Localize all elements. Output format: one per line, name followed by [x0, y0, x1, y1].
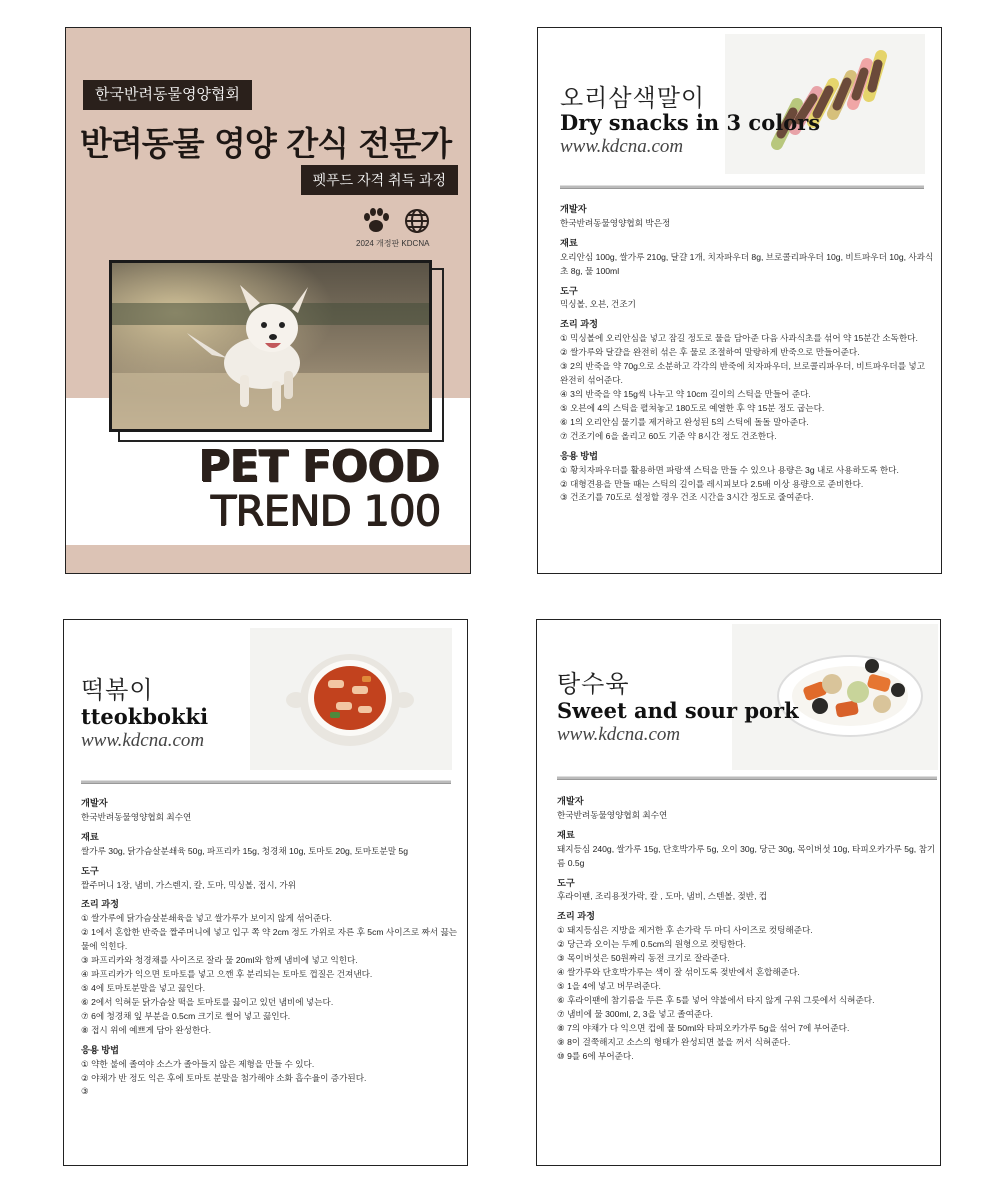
- step-line: ④ 쌀가루와 단호박가루는 색이 잘 섞이도록 젖반에서 혼합해준다.: [557, 967, 800, 978]
- recipe-kor-title: 탕수육: [557, 670, 630, 698]
- section-heading: 조리 과정: [81, 899, 120, 910]
- step-line: ⑤ 4에 토마토분말을 넣고 끓인다.: [81, 983, 206, 993]
- recipe-body: [560, 202, 935, 505]
- recipe-eng-title: Dry snacks in 3 colors: [560, 110, 821, 135]
- step-line: ③ 2의 반죽을 약 70g으로 소분하고 각각의 반죽에 치자파우더, 브로콜리파우더, 비트파우더를 넣고 완전히 섞어준다.: [560, 361, 926, 386]
- section-heading: 재료: [560, 237, 578, 248]
- section-heading: 도구: [560, 285, 578, 296]
- step-line: ④ 파프리카가 익으면 토마토를 넣고 으깬 후 분리되는 토마토 껍질은 건져낸다.: [81, 969, 373, 980]
- tip-line: ② 대형견용을 만들 때는 스틱의 길이를 레시피보다 2.5배 이상 용량으로 준비한다.: [560, 478, 864, 489]
- tip-line: ③ 건조기를 70도로 설정할 경우 건조 시간을 3시간 정도로 줄여준다.: [560, 492, 814, 503]
- dog-photo: [109, 260, 432, 432]
- section-line: 오리안심 100g, 쌀가루 210g, 달걀 1개, 치자파우더 8g, 브로콜리파우더 10g, 비트파우더 10g, 사과식초 8g, 물 100ml: [560, 251, 934, 276]
- recipe-site: www.kdcna.com: [557, 724, 681, 745]
- cover-main-title: 반려동물 영양 간식 전문가: [80, 124, 452, 163]
- section-line: 한국반려동물영양협회 최수연: [557, 809, 668, 820]
- section-line: 한국반려동물영양협회 박은정: [560, 217, 671, 228]
- headline-line1: PET FOOD: [198, 442, 440, 493]
- step-line: ② 당근과 오이는 두께 0.5cm의 원형으로 컷팅한다.: [557, 939, 746, 950]
- paw-icon: [364, 208, 389, 232]
- edition-text: 2024 개정판 KDCNA: [356, 239, 430, 248]
- section-line: 돼지등심 240g, 쌀가루 15g, 단호박가루 5g, 오이 30g, 당근 30g, 목이버섯 10g, 타피오카가루 5g, 참기름 0.5g: [557, 843, 936, 868]
- step-line: ⑦ 6에 청경채 잎 부분을 0.5cm 크기로 썰어 넣고 끓인다.: [81, 1010, 291, 1021]
- step-line: ⑨ 8이 걸쭉해지고 소스의 형태가 완성되면 불을 꺼서 식혀준다.: [557, 1036, 791, 1047]
- section-heading: 조리 과정: [560, 319, 599, 330]
- step-line: ⑤ 1을 4에 넣고 버무려준다.: [557, 981, 661, 991]
- step-line: ② 1에서 혼합한 반죽을 짤주머니에 넣고 입구 쪽 약 2cm 정도 가위로 자른 후 5cm 사이즈로 짜서 끓는 물에 익힌다.: [81, 927, 458, 952]
- course-label: 펫푸드 자격 취득 과정: [301, 165, 458, 195]
- step-line: ⑩ 9를 6에 부어준다.: [557, 1050, 634, 1061]
- tip-line: ① 황치자파우더를 활용하면 파랑색 스틱을 만들 수 있으나 용량은 3g 내로 사용하도록 한다.: [560, 464, 899, 475]
- plate: [778, 656, 922, 736]
- dry-snacks-photo: [725, 34, 925, 174]
- recipe-site: www.kdcna.com: [81, 730, 205, 751]
- tip-line: ③: [81, 1086, 89, 1097]
- step-line: ⑥ 2에서 익혀둔 닭가슴살 떡을 토마토를 끓이고 있던 냄비에 넣는다.: [81, 996, 334, 1007]
- step-line: ③ 파프리카와 청경채를 사이즈로 잘라 물 20ml와 함께 냄비에 넣고 익힌다.: [81, 955, 358, 966]
- divider: [560, 185, 924, 189]
- divider: [557, 776, 937, 780]
- step-line: ① 돼지등심은 지방을 제거한 후 손가락 두 마디 사이즈로 컷팅해준다.: [557, 925, 813, 936]
- recipe-body: [81, 796, 459, 1099]
- step-line: ⑧ 7의 야채가 다 익으면 컵에 물 50ml와 타피오카가루 5g을 섞어 7에 부어준다.: [557, 1022, 850, 1033]
- section-heading: 개발자: [560, 204, 587, 214]
- section-heading: 조리 과정: [557, 911, 596, 922]
- step-line: ⑥ 후라이팬에 참기름을 두른 후 5를 넣어 약불에서 타지 않게 구워 그릇에서 식혀준다.: [557, 994, 875, 1005]
- section-heading: 개발자: [557, 796, 584, 806]
- step-line: ⑦ 냄비에 물 300ml, 2, 3을 넣고 졸여준다.: [557, 1008, 713, 1019]
- headline-line2: TREND 100: [210, 486, 440, 535]
- recipe-eng-title: tteokbokki: [81, 704, 209, 729]
- section-heading: 응용 방법: [560, 450, 599, 461]
- step-line: ⑥ 1의 오리안심 물기를 제거하고 완성된 5의 스틱에 돌돌 말아준다.: [560, 416, 809, 427]
- recipe-page-tteokbokki: [63, 619, 468, 1166]
- recipe-page-dry-snacks: [537, 27, 942, 574]
- recipe-kor-title: 떡볶이: [81, 676, 154, 704]
- section-line: 한국반려동물영양협회 최수연: [81, 811, 192, 822]
- section-heading: 응용 방법: [81, 1044, 120, 1055]
- section-heading: 재료: [557, 829, 575, 840]
- recipe-site: www.kdcna.com: [560, 136, 684, 157]
- tip-line: ① 약한 불에 졸여야 소스가 졸아들지 않은 제형을 만들 수 있다.: [81, 1058, 315, 1069]
- step-line: ① 믹싱볼에 오리안심을 넣고 잠길 정도로 물을 담아준 다음 사과식초를 섞어 약 15분간 소독한다.: [560, 333, 918, 344]
- step-line: ③ 목이버섯은 50원짜리 동전 크기로 잘라준다.: [557, 953, 730, 964]
- divider: [81, 780, 451, 784]
- step-line: ① 쌀가루에 닭가슴살분쇄육을 넣고 쌀가루가 보이지 않게 섞어준다.: [81, 913, 332, 924]
- section-heading: 도구: [557, 877, 575, 888]
- step-line: ⑧ 접시 위에 예쁘게 담아 완성한다.: [81, 1024, 211, 1035]
- globe-icon: [406, 210, 428, 232]
- recipe-eng-title: Sweet and sour pork: [557, 698, 799, 723]
- recipe-page-sweet-sour-pork: [536, 619, 941, 1166]
- section-line: 짤주머니 1장, 냄비, 가스렌지, 칼, 도마, 믹싱볼, 접시, 가위: [81, 879, 296, 890]
- section-line: 쌀가루 30g, 닭가슴살분쇄육 50g, 파프리카 15g, 청경채 10g, 토마토 20g, 토마토분말 5g: [81, 845, 408, 856]
- recipe-kor-title: 오리삼색말이: [560, 84, 706, 112]
- section-heading: 도구: [81, 865, 99, 876]
- section-heading: 개발자: [81, 798, 108, 808]
- tteokbokki-photo: [250, 628, 452, 770]
- section-heading: 재료: [81, 831, 99, 842]
- recipe-body: [557, 794, 937, 1064]
- org-label: 한국반려동물영양협회: [83, 80, 252, 110]
- sweet-sour-pork-photo: [732, 624, 938, 770]
- step-line: ④ 3의 반죽을 약 15g씩 나누고 약 10cm 길이의 스틱을 만들어 준다.: [560, 389, 811, 399]
- step-line: ② 쌀가루와 달걀을 완전히 섞은 후 물로 조절하여 말랑하게 반죽으로 만들어준다.: [560, 347, 860, 358]
- step-line: ⑦ 건조기에 6을 올리고 60도 기준 약 8시간 정도 건조한다.: [560, 430, 777, 441]
- tip-line: ② 야채가 반 정도 익은 후에 토마토 분말을 첨가해야 소화 흡수율이 증가된다.: [81, 1072, 367, 1083]
- section-line: 믹싱볼, 오븐, 건조기: [560, 299, 636, 310]
- cover-icons: [360, 206, 450, 238]
- section-line: 후라이팬, 조리용젓가락, 칼 , 도마, 냄비, 스텐볼, 젖반, 컵: [557, 891, 768, 902]
- step-line: ⑤ 오븐에 4의 스틱을 펼쳐놓고 180도로 예열한 후 약 15분 정도 굽는다.: [560, 402, 825, 413]
- cover-page: [65, 27, 471, 574]
